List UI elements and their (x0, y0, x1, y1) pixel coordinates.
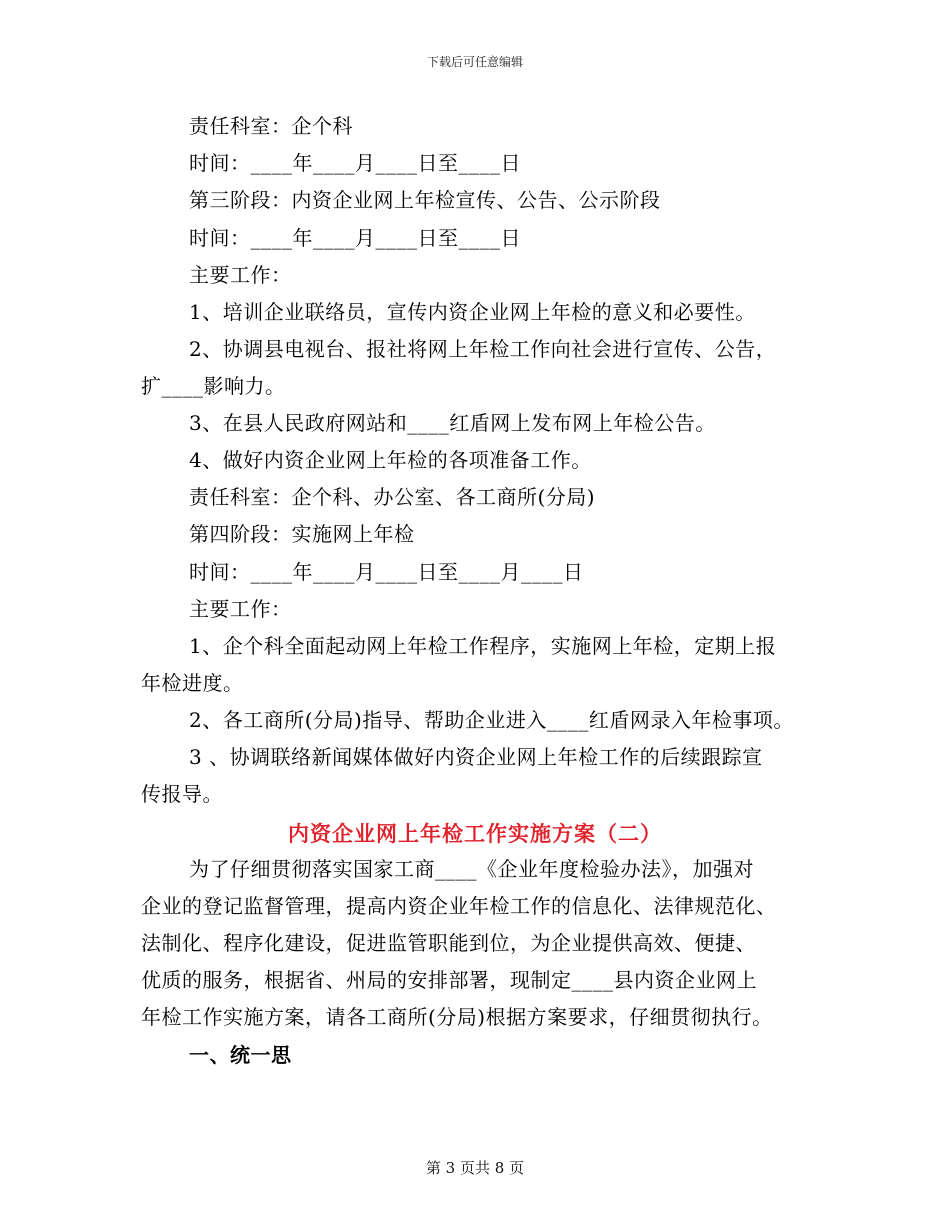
paragraph-line: 为了仔细贯彻落实国家工商____《企业年度检验办法》，加强对 (189, 857, 754, 881)
text-line: 1、培训企业联络员，宣传内资企业网上年检的意义和必要性。 (189, 300, 756, 324)
text-line: 2、协调县电视台、报社将网上年检工作向社会进行宣传、公告， (189, 337, 777, 361)
text-line: 责任科室：企个科 (189, 114, 353, 138)
text-line: 主要工作： (189, 597, 292, 621)
text-line: 时间：____年____月____日至____月____日 (189, 560, 584, 584)
section-heading: 一、统一思 (189, 1043, 292, 1067)
text-line: 4、做好内资企业网上年检的各项准备工作。 (189, 448, 592, 472)
paragraph-line: 年检工作实施方案，请各工商所(分局)根据方案要求，仔细贯彻执行。 (141, 1005, 773, 1029)
text-line: 传报导。 (141, 782, 223, 806)
text-line: 年检进度。 (141, 671, 244, 695)
text-line: 3、在县人民政府网站和____红盾网上发布网上年检公告。 (189, 411, 716, 435)
section-title: 内资企业网上年检工作实施方案（二） (288, 821, 662, 846)
page-footer: 第 3 页共 8 页 (425, 1159, 525, 1177)
text-line: 扩____影响力。 (141, 374, 286, 398)
paragraph-line: 法制化、程序化建设，促进监管职能到位，为企业提供高效、便捷、 (141, 931, 756, 955)
paragraph-line: 企业的登记监督管理，提高内资企业年检工作的信息化、法律规范化、 (141, 894, 777, 918)
text-line: 时间：____年____月____日至____日 (189, 151, 521, 175)
text-line: 2、各工商所(分局)指导、帮助企业进入____红盾网录入年检事项。 (189, 708, 794, 732)
text-line: 责任科室：企个科、办公室、各工商所(分局) (189, 485, 596, 509)
text-line: 主要工作： (189, 263, 292, 287)
text-line: 1、企个科全面起动网上年检工作程序，实施网上年检，定期上报 (189, 634, 777, 658)
page-header: 下载后可任意编辑 (426, 55, 523, 69)
paragraph-line: 优质的服务，根据省、州局的安排部署，现制定____县内资企业网上 (141, 968, 757, 992)
text-line: 3 、协调联络新闻媒体做好内资企业网上年检工作的后续跟踪宣 (189, 745, 763, 769)
text-line: 第三阶段：内资企业网上年检宣传、公告、公示阶段 (189, 188, 661, 212)
text-line: 第四阶段：实施网上年检 (189, 522, 415, 546)
text-line: 时间：____年____月____日至____日 (189, 226, 521, 250)
